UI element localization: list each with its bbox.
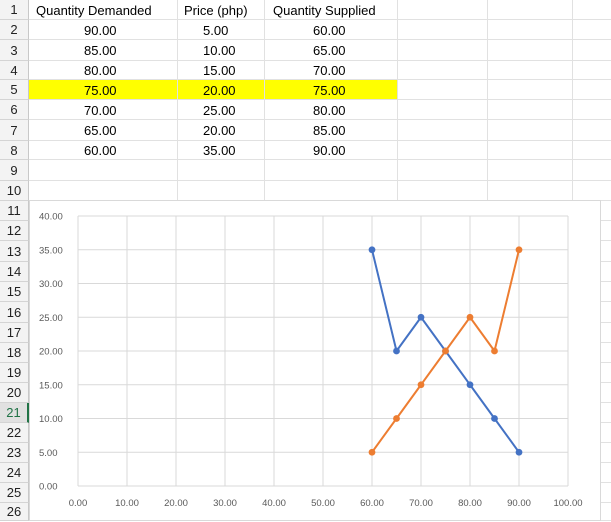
column-header-cell[interactable]: Quantity Demanded — [36, 2, 152, 18]
series-2-point — [491, 348, 498, 355]
row-header[interactable]: 12 — [0, 221, 29, 241]
data-cell[interactable]: 85.00 — [313, 123, 346, 138]
row-header[interactable]: 25 — [0, 483, 29, 503]
x-tick-label: 80.00 — [458, 498, 482, 509]
row-header[interactable]: 7 — [0, 120, 29, 141]
sheet-row[interactable] — [29, 160, 611, 181]
row-header[interactable]: 14 — [0, 262, 29, 282]
row-header[interactable]: 11 — [0, 201, 29, 221]
y-tick-label: 25.00 — [39, 312, 63, 324]
row-header[interactable]: 9 — [0, 160, 29, 181]
data-cell[interactable]: 60.00 — [84, 143, 117, 158]
series-1-point — [418, 314, 425, 321]
x-tick-label: 50.00 — [311, 498, 335, 509]
data-cell[interactable]: 90.00 — [313, 143, 346, 158]
data-cell[interactable]: 10.00 — [203, 43, 236, 58]
series-2-point — [418, 381, 425, 388]
row-header[interactable]: 23 — [0, 443, 29, 463]
row-header[interactable]: 3 — [0, 40, 29, 61]
data-cell[interactable]: 80.00 — [313, 102, 346, 118]
data-cell[interactable]: 70.00 — [84, 102, 117, 118]
row-header[interactable]: 22 — [0, 423, 29, 443]
data-cell[interactable]: 20.00 — [203, 82, 236, 98]
chart-plot — [30, 201, 602, 522]
data-cell[interactable]: 75.00 — [84, 82, 117, 98]
row-header[interactable]: 13 — [0, 241, 29, 262]
series-2-point — [442, 348, 449, 355]
x-tick-label: 0.00 — [68, 498, 88, 509]
data-cell[interactable]: 65.00 — [313, 43, 346, 58]
x-tick-label: 70.00 — [409, 498, 433, 509]
column-header-cell[interactable]: Price (php) — [184, 2, 248, 18]
x-tick-label: 20.00 — [164, 498, 188, 509]
series-1-point — [491, 415, 498, 422]
data-cell[interactable]: 90.00 — [84, 22, 117, 38]
row-header[interactable]: 24 — [0, 463, 29, 483]
row-header[interactable]: 26 — [0, 503, 29, 521]
row-header[interactable]: 10 — [0, 181, 29, 201]
y-tick-label: 35.00 — [39, 245, 63, 257]
data-cell[interactable]: 25.00 — [203, 102, 236, 118]
row-header[interactable]: 2 — [0, 20, 29, 40]
data-cell[interactable]: 85.00 — [84, 43, 117, 58]
row-header[interactable]: 18 — [0, 343, 29, 363]
x-tick-label: 90.00 — [507, 498, 531, 509]
row-header[interactable]: 6 — [0, 100, 29, 120]
series-1-point — [369, 246, 376, 253]
row-header[interactable]: 16 — [0, 302, 29, 323]
data-cell[interactable]: 5.00 — [203, 22, 229, 38]
x-tick-label: 100.00 — [553, 498, 583, 509]
data-cell[interactable]: 80.00 — [84, 63, 117, 78]
sheet-row[interactable] — [29, 181, 611, 201]
x-tick-label: 40.00 — [262, 498, 286, 509]
row-header[interactable]: 17 — [0, 323, 29, 343]
series-2-point — [393, 415, 400, 422]
row-header[interactable]: 19 — [0, 363, 29, 383]
series-1-point — [516, 449, 523, 456]
series-2-point — [516, 246, 523, 253]
row-header[interactable]: 20 — [0, 383, 29, 403]
y-tick-label: 20.00 — [39, 346, 63, 358]
y-tick-label: 40.00 — [39, 211, 63, 223]
column-header-cell[interactable]: Quantity Supplied — [273, 2, 376, 18]
y-tick-label: 15.00 — [39, 380, 63, 392]
series-2-point — [467, 314, 474, 321]
scatter-line-chart[interactable] — [29, 200, 601, 521]
row-header[interactable]: 5 — [0, 80, 29, 100]
series-1-point — [467, 381, 474, 388]
x-tick-label: 10.00 — [115, 498, 139, 509]
data-cell[interactable]: 35.00 — [203, 143, 236, 158]
row-header[interactable]: 21 — [0, 403, 29, 423]
y-tick-label: 30.00 — [39, 279, 63, 290]
series-1-point — [393, 348, 400, 355]
x-tick-label: 60.00 — [360, 498, 384, 509]
row-header[interactable]: 4 — [0, 61, 29, 80]
x-tick-label: 30.00 — [213, 498, 237, 509]
data-cell[interactable]: 65.00 — [84, 123, 117, 138]
y-tick-label: 5.00 — [39, 447, 58, 459]
data-cell[interactable]: 75.00 — [313, 82, 346, 98]
series-2-point — [369, 449, 376, 456]
y-tick-label: 0.00 — [39, 481, 58, 493]
data-cell[interactable]: 15.00 — [203, 63, 236, 78]
data-cell[interactable]: 70.00 — [313, 63, 346, 78]
data-cell[interactable]: 60.00 — [313, 22, 346, 38]
row-header[interactable]: 1 — [0, 0, 29, 20]
data-cell[interactable]: 20.00 — [203, 123, 236, 138]
y-tick-label: 10.00 — [39, 414, 63, 425]
row-header[interactable]: 15 — [0, 282, 29, 302]
row-header[interactable]: 8 — [0, 141, 29, 160]
